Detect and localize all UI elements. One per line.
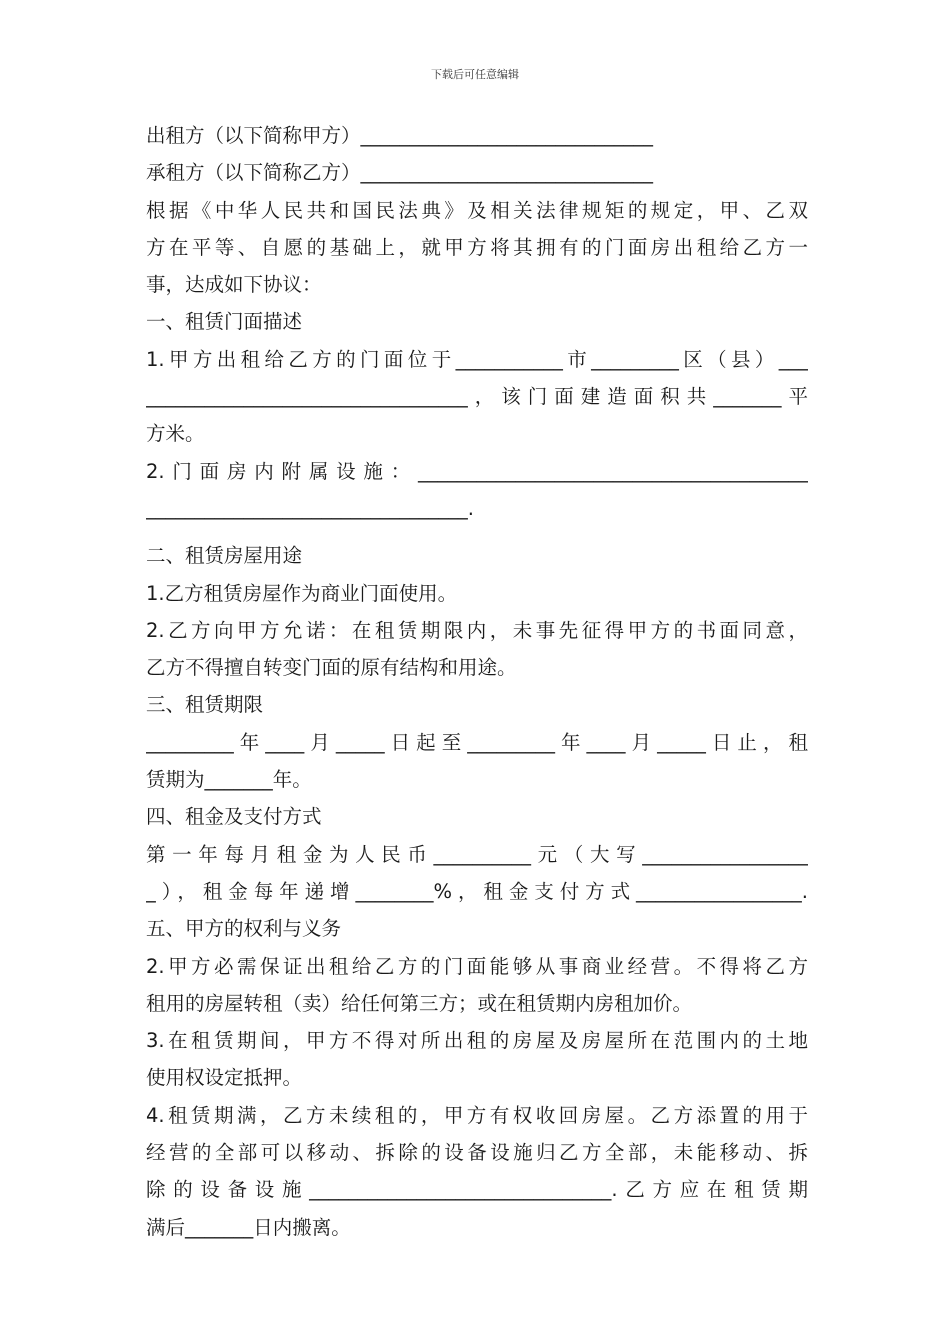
document-line: 乙方不得擅自转变门面的原有结构和用途。 xyxy=(146,656,517,680)
document-line: 三、租赁期限 xyxy=(146,693,264,717)
document-line: 除的设备设施_______________________________.乙方应在租赁期 xyxy=(146,1178,808,1202)
document-line: 一、租赁门面描述 xyxy=(146,310,303,334)
document-line: 第一年每月租金为人民币__________元（大写_________________ xyxy=(146,842,808,866)
document-line: 满后_______日内搬离。 xyxy=(146,1215,351,1239)
document-line: 赁期为_______年。 xyxy=(146,768,312,792)
document-line: 出租方（以下简称甲方）______________________________ xyxy=(146,124,654,147)
document-line: 使用权设定抵押。 xyxy=(146,1066,303,1090)
document-line: _________年____月_____日起至_________年____月_____日止，租 xyxy=(146,730,808,754)
document-line: 1.甲方出租给乙方的门面位于___________市_________区（县）___ xyxy=(146,347,808,371)
document-line: 4.租赁期满，乙方未续租的，甲方有权收回房屋。乙方添置的用于 xyxy=(146,1103,808,1127)
document-line: 2.门面房内附属设施：________________________________________ xyxy=(146,459,808,483)
page-header-note: 下载后可任意编辑 xyxy=(431,68,519,81)
document-line: _________________________________. xyxy=(146,496,474,520)
document-line: 2.甲方必需保证出租给乙方的门面能够从事商业经营。不得将乙方 xyxy=(146,954,808,978)
document-line: 四、租金及支付方式 xyxy=(146,805,322,829)
document-line: 2.乙方向甲方允诺：在租赁期限内，未事先征得甲方的书面同意， xyxy=(146,618,808,642)
document-line: 事，达成如下协议： xyxy=(146,273,322,297)
document-line: 租用的房屋转租（卖）给任何第三方；或在租赁期内房租加价。 xyxy=(146,991,693,1015)
document-line: 方米。 xyxy=(146,422,205,446)
document-line: _），租金每年递增________%，租金支付方式_________________. xyxy=(146,879,808,903)
document-line: 3.在租赁期间，甲方不得对所出租的房屋及房屋所在范围内的土地 xyxy=(146,1029,808,1053)
document-line: _________________________________，该门面建造面积共_______平 xyxy=(146,385,808,409)
document-line: 根据《中华人民共和国民法典》及相关法律规矩的规定，甲、乙双 xyxy=(146,198,808,222)
document-body xyxy=(146,117,808,1246)
document-line: 方在平等、自愿的基础上，就甲方将其拥有的门面房出租给乙方一 xyxy=(146,235,808,259)
document-line: 五、甲方的权利与义务 xyxy=(146,917,342,941)
document-line: 经营的全部可以移动、拆除的设备设施归乙方全部，未能移动、拆 xyxy=(146,1141,808,1165)
document-line: 1.乙方租赁房屋作为商业门面使用。 xyxy=(146,581,458,605)
document-line: 二、租赁房屋用途 xyxy=(146,544,303,568)
document-line: 承租方（以下简称乙方）______________________________ xyxy=(146,161,654,185)
paragraph-gap xyxy=(146,527,808,537)
